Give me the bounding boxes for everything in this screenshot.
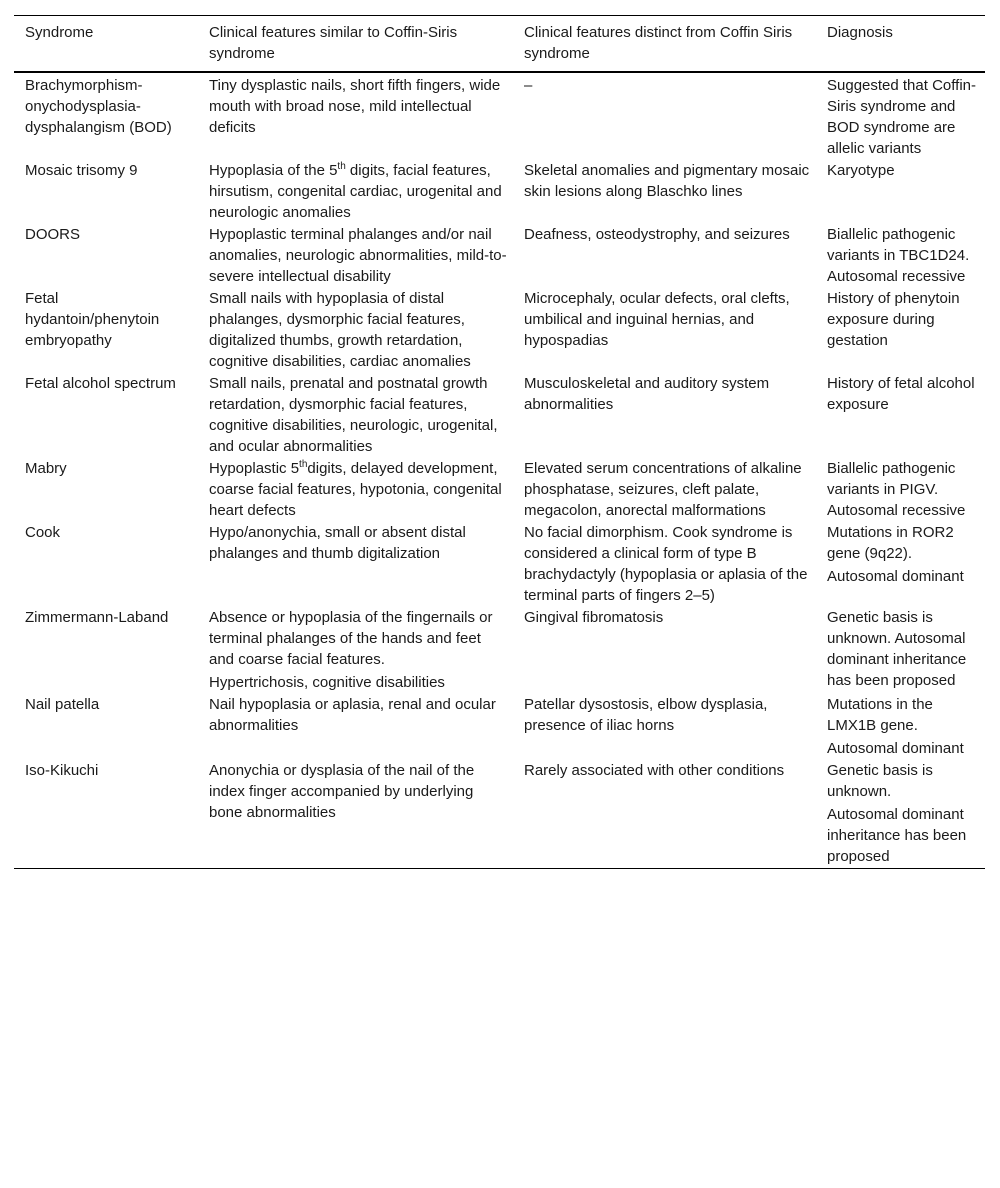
similar-features-text: digits, delayed development, coarse facial features, hypotonia, congenital heart defects — [209, 460, 502, 519]
similar-features-cell: Nail hypoplasia or aplasia, renal and ocular abnormalities — [209, 696, 496, 734]
distinct-features-cell: Deafness, osteodystrophy, and seizures — [524, 226, 790, 243]
table-row — [14, 224, 985, 288]
distinct-features-cell: No facial dimorphism. Cook syndrome is considered a clinical form of type B brachydactyly (hypoplasia or aplasia of the terminal parts of fingers 2–5) — [524, 524, 808, 604]
distinct-features-cell: Elevated serum concentrations of alkaline phosphatase, seizures, cleft palate, megacolon, anorectal malformations — [524, 460, 802, 519]
syndrome-cell: DOORS — [25, 226, 81, 243]
similar-features-text: digits, facial features, hirsutism, congenital cardiac, urogenital and neurologic anomalies — [209, 162, 502, 221]
syndrome-cell: Brachymorphism-onychodysplasia-dysphalangism (BOD) — [25, 77, 172, 136]
similar-features-line: Absence or hypoplasia of the fingernails or terminal phalanges of the hands and feet and coarse facial features. — [209, 609, 493, 668]
distinct-features-cell: Musculoskeletal and auditory system abnormalities — [524, 375, 770, 413]
diagnosis-cell: Biallelic pathogenic variants in TBC1D24. Autosomal recessive — [827, 226, 970, 285]
similar-features-cell: Anonychia or dysplasia of the nail of the index finger accompanied by underlying bone abnormalities — [209, 762, 475, 821]
distinct-features-cell: Patellar dysostosis, elbow dysplasia, presence of iliac horns — [524, 696, 768, 734]
table-row — [14, 160, 985, 224]
header-diagnosis: Diagnosis — [827, 24, 893, 41]
table-row — [14, 760, 985, 868]
similar-features-cell: Hypo/anonychia, small or absent distal phalanges and thumb digitalization — [209, 524, 466, 562]
distinct-features-cell: – — [524, 77, 533, 94]
table-row — [14, 522, 985, 607]
table-row — [14, 694, 985, 760]
similar-features-cell — [198, 160, 513, 224]
diagnosis-cell: Suggested that Coffin-Siris syndrome and BOD syndrome are allelic variants — [827, 77, 976, 157]
table-row — [14, 458, 985, 522]
differential-diagnosis-table — [14, 15, 985, 869]
table-header-row — [14, 16, 985, 71]
superscript-text: th — [299, 459, 308, 470]
diagnosis-line: Genetic basis is unknown. — [827, 762, 933, 800]
table-row — [14, 288, 985, 373]
diagnosis-line: Autosomal dominant — [827, 740, 964, 757]
similar-features-text: Hypoplasia of the 5 — [209, 162, 338, 179]
diagnosis-line: Mutations in ROR2 gene (9q22). — [827, 524, 954, 562]
similar-features-line: Hypertrichosis, cognitive disabilities — [209, 674, 445, 691]
diagnosis-line: Autosomal dominant — [827, 568, 964, 585]
table-row — [14, 607, 985, 694]
diagnosis-cell — [816, 694, 985, 760]
diagnosis-cell: History of fetal alcohol exposure — [827, 375, 975, 413]
diagnosis-cell: Biallelic pathogenic variants in PIGV. Autosomal recessive — [827, 460, 966, 519]
distinct-features-cell: Gingival fibromatosis — [524, 609, 664, 626]
distinct-features-cell: Rarely associated with other conditions — [524, 762, 785, 779]
diagnosis-cell — [816, 760, 985, 868]
similar-features-cell: Small nails, prenatal and postnatal growth retardation, dysmorphic facial features, cognitive disabilities, neurologic, urogenital, and ocular abnormalities — [209, 375, 498, 455]
diagnosis-cell: Genetic basis is unknown. Autosomal dominant inheritance has been proposed — [827, 609, 967, 689]
table-row — [14, 373, 985, 458]
similar-features-cell — [198, 458, 513, 522]
table-row — [14, 75, 985, 160]
similar-features-cell: Hypoplastic terminal phalanges and/or nail anomalies, neurologic abnormalities, mild-to-severe intellectual disability — [209, 226, 507, 285]
distinct-features-cell: Microcephaly, ocular defects, oral clefts, umbilical and inguinal hernias, and hypospadias — [524, 290, 790, 349]
distinct-features-cell: Skeletal anomalies and pigmentary mosaic skin lesions along Blaschko lines — [524, 162, 810, 200]
header-distinct-features: Clinical features distinct from Coffin Siris syndrome — [524, 24, 793, 62]
similar-features-cell — [198, 607, 513, 694]
header-similar-features: Clinical features similar to Coffin-Siris syndrome — [209, 24, 458, 62]
syndrome-cell: Mosaic trisomy 9 — [25, 162, 138, 179]
table-bottom-rule — [14, 868, 985, 869]
syndrome-cell: Iso-Kikuchi — [25, 762, 99, 779]
diagnosis-cell: History of phenytoin exposure during gestation — [827, 290, 960, 349]
syndrome-cell: Zimmermann-Laband — [25, 609, 169, 626]
diagnosis-line: Mutations in the LMX1B gene. — [827, 696, 933, 734]
table-header-rule — [14, 71, 985, 73]
syndrome-cell: Cook — [25, 524, 61, 541]
diagnosis-cell: Karyotype — [827, 162, 895, 179]
similar-features-cell: Small nails with hypoplasia of distal phalanges, dysmorphic facial features, digitalized thumbs, growth retardation, cognitive disabilities, cardiac anomalies — [209, 290, 471, 370]
diagnosis-cell — [816, 522, 985, 607]
diagnosis-line: Autosomal dominant inheritance has been proposed — [827, 806, 967, 865]
similar-features-cell: Tiny dysplastic nails, short fifth fingers, wide mouth with broad nose, mild intellectual deficits — [209, 77, 501, 136]
syndrome-cell: Nail patella — [25, 696, 100, 713]
superscript-text: th — [337, 161, 346, 172]
syndrome-cell: Mabry — [25, 460, 67, 477]
syndrome-cell: Fetal alcohol spectrum — [25, 375, 176, 392]
header-syndrome: Syndrome — [25, 24, 94, 41]
similar-features-text: Hypoplastic 5 — [209, 460, 300, 477]
syndrome-cell: Fetal hydantoin/phenytoin embryopathy — [25, 290, 160, 349]
